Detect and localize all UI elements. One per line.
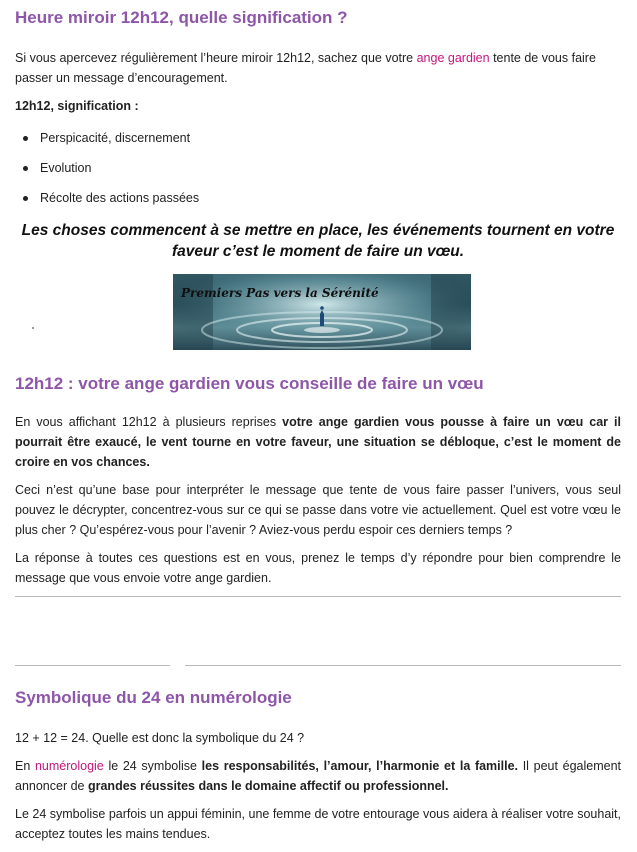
calcul-paragraph: 12 + 12 = 24. Quelle est donc la symbolique du 24 ? <box>15 731 305 745</box>
banner-caption: Premiers Pas vers la Sérénité <box>181 286 379 300</box>
serenite-banner-image[interactable] <box>173 274 471 350</box>
voeu-paragraph <box>15 412 621 472</box>
meaning-label <box>15 96 621 116</box>
numerologie-bold-1: les responsabilités, l’amour, l’harmonie et la famille. <box>201 759 519 773</box>
divider-right <box>185 665 621 666</box>
appui-feminin-paragraph: Le 24 symbolise parfois un appui féminin, une femme de votre entourage vous aidera à réaliser votre souhait, acceptez toutes les mains tendues. <box>15 807 621 841</box>
section-title-symbolique-24: Symbolique du 24 en numérologie <box>15 688 292 707</box>
numerologie-text-start: En <box>15 759 35 773</box>
intro-text-end: tente de vous faire passer un message d’encouragement. <box>15 51 596 85</box>
stray-dot <box>32 327 34 329</box>
meaning-list <box>20 128 199 218</box>
list-item: Récolte des actions passées <box>20 188 199 218</box>
ange-gardien-link[interactable]: ange gardien <box>416 51 490 65</box>
voeu-text-bold: votre ange gardien vous pousse à faire un vœu car il pourrait être exaucé, le vent tourne en votre faveur, une situation se débloque, c’est le moment de croire en vos chances. <box>15 415 622 469</box>
divider-left <box>15 665 170 666</box>
voeu-text-start: En vous affichant 12h12 à plusieurs reprises <box>15 415 283 429</box>
highlight-quote: Les choses commencent à se mettre en place, les événements tournent en votre faveur c’est le moment de faire un vœu. <box>21 222 615 260</box>
section-divider <box>15 596 621 597</box>
numerologie-bold-2: grandes réussites dans le domaine affectif ou professionnel. <box>87 779 449 793</box>
section-title-heure-miroir: Heure miroir 12h12, quelle signification ? <box>15 8 348 27</box>
intro-paragraph <box>15 48 621 88</box>
numerologie-link[interactable]: numérologie <box>34 759 104 773</box>
numerologie-text-mid2: Il peut également annoncer de <box>15 759 621 793</box>
intro-text-start: Si vous apercevez régulièrement l’heure miroir 12h12, sachez que votre <box>15 51 417 65</box>
interpretation-paragraph: Ceci n’est qu’une base pour interpréter le message que tente de vous faire passer l’univers, vous seul pouvez le décrypter, concentrez-vous sur ce qui se passe dans votre vie actuellement. Quel est votre vœu le plus cher ? Qu’espérez-vous pour l’avenir ? Aviez-vous perdu espoir ces derniers temps ? <box>15 483 621 537</box>
numerologie-paragraph <box>15 756 621 796</box>
numerologie-text-mid: le 24 symbolise <box>103 759 202 773</box>
reponse-paragraph: La réponse à toutes ces questions est en vous, prenez le temps d’y répondre pour bien comprendre le message que vous envoie votre ange gardien. <box>15 551 621 585</box>
meaning-label-text: 12h12, signification : <box>15 99 139 113</box>
section-title-ange-gardien-voeu: 12h12 : votre ange gardien vous conseille de faire un vœu <box>15 374 484 393</box>
list-item: Perspicacité, discernement <box>20 128 199 158</box>
list-item: Evolution <box>20 158 199 188</box>
